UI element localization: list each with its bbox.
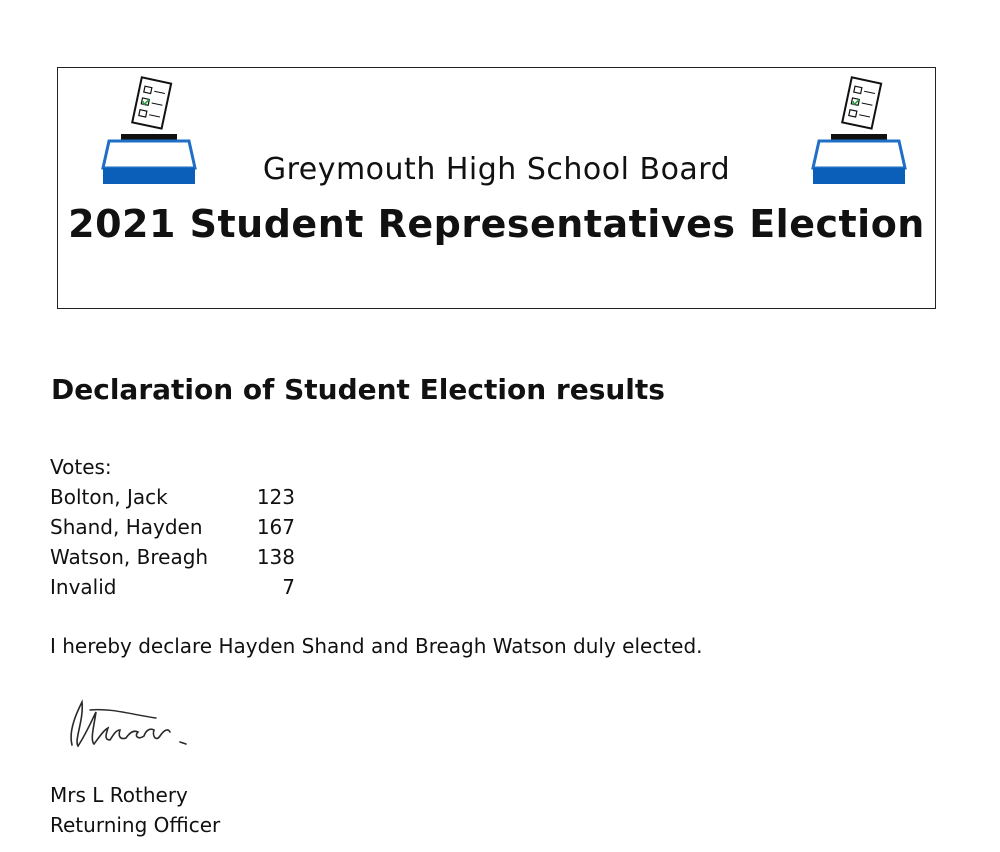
candidate-name: Invalid	[50, 575, 117, 599]
vote-count: 138	[256, 545, 295, 569]
vote-row	[50, 575, 295, 603]
candidate-name: Watson, Breagh	[50, 545, 209, 569]
election-banner	[57, 67, 936, 309]
vote-row	[50, 485, 295, 513]
school-board-name: Greymouth High School Board	[262, 152, 731, 187]
page-heading: Declaration of Student Election results	[51, 373, 665, 406]
vote-row	[50, 515, 295, 543]
candidate-name: Shand, Hayden	[50, 515, 203, 539]
candidate-name: Bolton, Jack	[50, 485, 168, 509]
officer-name: Mrs L Rothery	[50, 783, 188, 807]
votes-label: Votes:	[50, 455, 112, 479]
vote-count: 167	[256, 515, 295, 539]
vote-count: 123	[256, 485, 295, 509]
election-title: 2021 Student Representatives Election	[68, 202, 925, 246]
declaration-statement: I hereby declare Hayden Shand and Breagh Watson duly elected.	[50, 634, 703, 658]
vote-count: 7	[282, 575, 295, 599]
signature	[60, 690, 200, 760]
vote-row	[50, 545, 295, 573]
officer-role: Returning Officer	[50, 813, 221, 837]
